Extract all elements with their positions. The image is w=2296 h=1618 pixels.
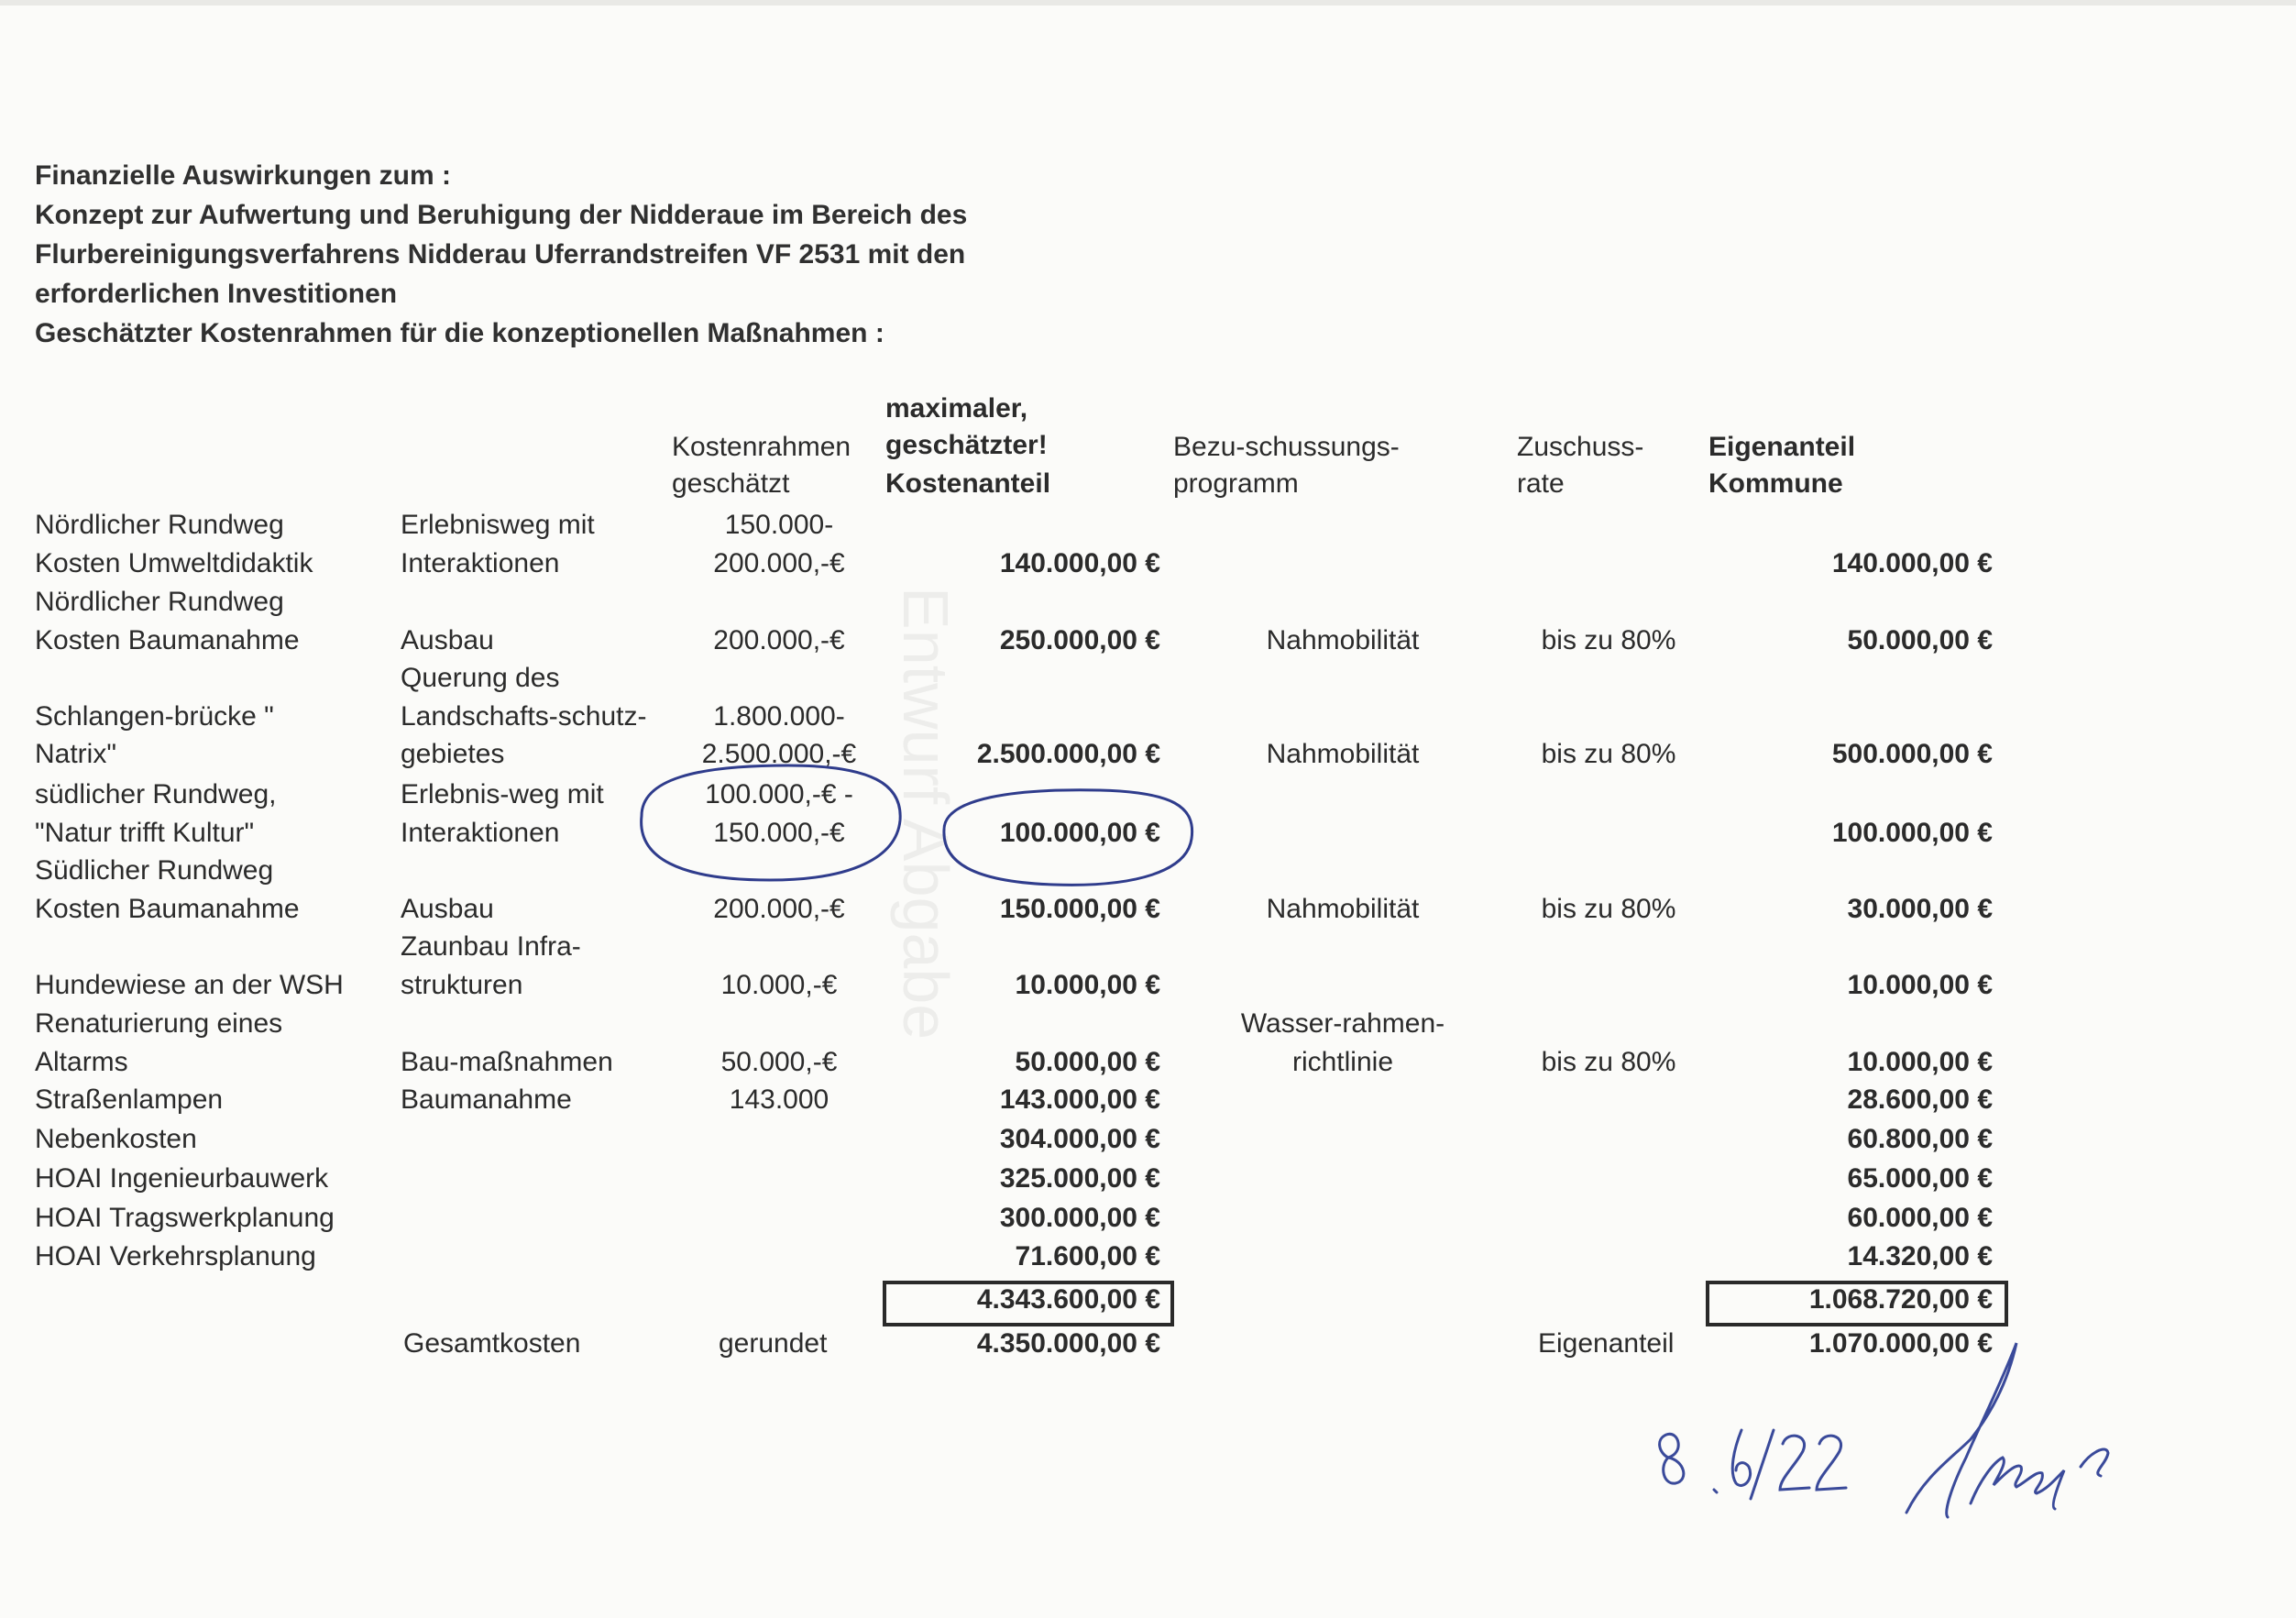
row-kostenrahmen-line: 143.000 (729, 1084, 829, 1115)
header-kostenanteil-3: Kostenanteil (885, 468, 1051, 499)
row-description-line: Landschafts-schutz- (401, 700, 647, 732)
row-kostenrahmen-line: 200.000,-€ (713, 893, 845, 924)
row-kostenanteil: 71.600,00 € (1015, 1241, 1160, 1271)
heading-line-5: Geschätzter Kostenrahmen für die konzeptionellen Maßnahmen : (35, 318, 884, 348)
ink-circle-kostenrahmen (642, 765, 901, 880)
row-kostenanteil: 143.000,00 € (999, 1084, 1160, 1115)
row-programm-line: Nahmobilität (1266, 624, 1420, 655)
header-kostenanteil-1: maximaler, (885, 393, 1028, 424)
row-kostenanteil: 100.000,00 € (999, 817, 1160, 848)
row-description-line: Ausbau (401, 893, 494, 924)
row-name-line: Altarms (35, 1046, 128, 1077)
row-programm-line: Nahmobilität (1266, 893, 1420, 924)
row-kostenrahmen-line: 1.800.000- (713, 700, 845, 732)
heading-line-3: Flurbereinigungsverfahrens Nidderau Uferrandstreifen VF 2531 mit den (35, 239, 966, 270)
row-description-line: Interaktionen (401, 547, 560, 578)
row-kostenanteil: 150.000,00 € (999, 893, 1160, 924)
header-eigenanteil-2: Kommune (1708, 468, 1843, 499)
row-description-line: gebietes (401, 739, 505, 769)
row-eigenanteil: 500.000,00 € (1831, 739, 1993, 769)
row-name-line: Kosten Umweltdidaktik (35, 547, 313, 578)
row-name-line: Nördlicher Rundweg (35, 510, 284, 540)
faint-watermark: Entwurf Abgabe (890, 587, 961, 1040)
row-kostenanteil: 304.000,00 € (999, 1124, 1160, 1154)
row-eigenanteil: 60.000,00 € (1847, 1203, 1993, 1233)
ink-circle-kostenanteil (944, 790, 1192, 886)
row-description-line: Erlebnisweg mit (401, 510, 595, 540)
row-kostenrahmen-line: 100.000,-€ - (705, 779, 853, 809)
row-eigenanteil: 14.320,00 € (1847, 1241, 1993, 1271)
row-eigenanteil: 10.000,00 € (1847, 969, 1993, 1000)
row-kostenanteil: 140.000,00 € (999, 547, 1160, 578)
row-eigenanteil: 65.000,00 € (1847, 1163, 1993, 1194)
row-name-line: HOAI Tragswerkplanung (35, 1203, 335, 1233)
row-description-line: Erlebnis-weg mit (401, 779, 604, 809)
row-name-line: Straßenlampen (35, 1084, 224, 1115)
row-name-line: Kosten Baumanahme (35, 624, 300, 655)
row-kostenrahmen-line: 150.000- (724, 510, 834, 540)
row-eigenanteil: 10.000,00 € (1847, 1046, 1993, 1077)
row-zuschussrate: bis zu 80% (1541, 893, 1676, 924)
row-programm-line: richtlinie (1291, 1046, 1394, 1077)
row-kostenanteil: 325.000,00 € (999, 1163, 1160, 1194)
row-description-line: strukturen (401, 969, 523, 1000)
sum-kostenanteil: 4.343.600,00 € (976, 1284, 1160, 1315)
row-kostenrahmen-line: 200.000,-€ (713, 547, 845, 578)
row-zuschussrate: bis zu 80% (1541, 624, 1676, 655)
row-name-line: Schlangen-brücke " (35, 700, 274, 732)
row-kostenrahmen-line: 10.000,-€ (720, 969, 838, 1000)
row-programm-line: Wasser-rahmen- (1240, 1008, 1445, 1039)
sum-eigenanteil: 1.068.720,00 € (1808, 1284, 1993, 1315)
row-kostenrahmen-line: 200.000,-€ (713, 624, 845, 655)
row-name-line: südlicher Rundweg, (35, 779, 277, 809)
header-kostenrahmen-1: Kostenrahmen (672, 432, 851, 462)
row-name-line: "Natur trifft Kultur" (35, 817, 255, 848)
row-eigenanteil: 28.600,00 € (1847, 1084, 1993, 1115)
heading-line-1: Finanzielle Auswirkungen zum : (35, 160, 451, 191)
row-kostenanteil: 300.000,00 € (999, 1203, 1160, 1233)
row-zuschussrate: bis zu 80% (1541, 739, 1676, 769)
row-description-line: Zaunbau Infra- (401, 931, 581, 962)
header-rate-2: rate (1517, 468, 1565, 499)
row-kostenanteil: 50.000,00 € (1015, 1046, 1160, 1077)
row-kostenanteil: 250.000,00 € (999, 624, 1160, 655)
row-zuschussrate: bis zu 80% (1541, 1046, 1676, 1077)
row-description-line: Interaktionen (401, 817, 560, 848)
heading-line-2: Konzept zur Aufwertung und Beruhigung der Nidderaue im Bereich des (35, 200, 968, 230)
row-eigenanteil: 140.000,00 € (1831, 547, 1993, 578)
row-description-line: Bau-maßnahmen (401, 1046, 613, 1077)
row-name-line: Natrix" (35, 739, 116, 769)
row-kostenrahmen-line: 2.500.000,-€ (701, 739, 857, 769)
row-kostenanteil: 10.000,00 € (1015, 969, 1160, 1000)
row-kostenrahmen-line: 50.000,-€ (720, 1046, 838, 1077)
row-name-line: Nördlicher Rundweg (35, 587, 284, 617)
row-name-line: Nebenkosten (35, 1124, 197, 1154)
header-programm-1: Bezu-schussungs- (1173, 432, 1400, 462)
row-eigenanteil: 30.000,00 € (1847, 893, 1993, 924)
row-name-line: Südlicher Rundweg (35, 855, 274, 886)
row-programm-line: Nahmobilität (1266, 739, 1420, 769)
total-label-gerundet: gerundet (719, 1328, 828, 1359)
row-description-line: Ausbau (401, 624, 494, 655)
header-kostenanteil-2: geschätzter! (885, 430, 1048, 460)
row-name-line: Renaturierung eines (35, 1008, 283, 1039)
heading-line-4: erforderlichen Investitionen (35, 279, 398, 309)
ink-date-8-6-22 (1660, 1430, 1846, 1499)
header-rate-1: Zuschuss- (1517, 432, 1644, 462)
ink-signature (1906, 1343, 2108, 1517)
row-name-line: HOAI Ingenieurbauwerk (35, 1163, 329, 1194)
row-description-line: Baumanahme (401, 1084, 572, 1115)
row-eigenanteil: 50.000,00 € (1847, 624, 1993, 655)
row-kostenrahmen-line: 150.000,-€ (713, 817, 845, 848)
row-name-line: Hundewiese an der WSH (35, 969, 344, 1000)
header-eigenanteil-1: Eigenanteil (1708, 432, 1856, 462)
row-eigenanteil: 100.000,00 € (1831, 817, 1993, 848)
total-label-gesamtkosten: Gesamtkosten (403, 1328, 581, 1359)
row-name-line: Kosten Baumanahme (35, 893, 300, 924)
row-eigenanteil: 60.800,00 € (1847, 1124, 1993, 1154)
total-value-eigenanteil: 1.070.000,00 € (1808, 1328, 1993, 1359)
row-name-line: HOAI Verkehrsplanung (35, 1241, 316, 1271)
total-label-eigenanteil: Eigenanteil (1538, 1328, 1675, 1359)
row-description-line: Querung des (401, 663, 560, 693)
header-programm-2: programm (1173, 468, 1299, 499)
total-value-gesamt: 4.350.000,00 € (976, 1328, 1160, 1359)
header-kostenrahmen-2: geschätzt (672, 468, 790, 499)
row-kostenanteil: 2.500.000,00 € (976, 739, 1160, 769)
